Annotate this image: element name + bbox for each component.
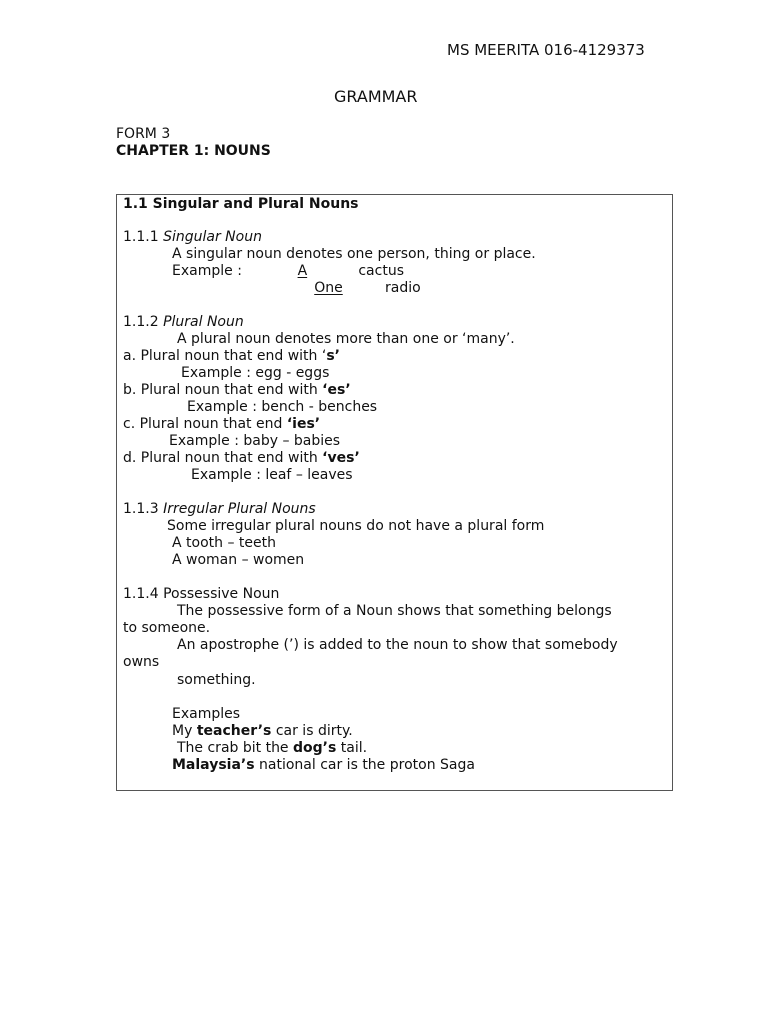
example-text: My bbox=[172, 723, 197, 739]
plural-rule-b bbox=[123, 382, 351, 399]
rule-suffix: ‘ves’ bbox=[322, 450, 360, 466]
possessive-word: teacher’s bbox=[196, 723, 272, 739]
section-heading: 1.1 Singular and Plural Nouns bbox=[123, 196, 359, 212]
irregular-example-2: A woman – women bbox=[172, 552, 305, 568]
examples-label: Examples bbox=[172, 706, 241, 722]
example-word: A bbox=[297, 263, 308, 279]
rule-text: c. Plural noun that end bbox=[123, 416, 287, 432]
example-text: national car is the proton Saga bbox=[254, 757, 475, 773]
plural-rule-d bbox=[123, 450, 360, 467]
irregular-example-1: A tooth – teeth bbox=[172, 535, 276, 551]
plural-rule-c bbox=[123, 416, 320, 433]
page-title: GRAMMAR bbox=[334, 87, 418, 106]
possessive-word: dog’s bbox=[293, 740, 337, 756]
singular-number: 1.1.1 bbox=[123, 229, 164, 245]
plural-heading bbox=[123, 314, 244, 331]
chapter-title: CHAPTER 1: NOUNS bbox=[116, 143, 271, 159]
example-text: car is dirty. bbox=[271, 723, 353, 739]
possessive-word: Malaysia’s bbox=[172, 757, 255, 773]
singular-heading bbox=[123, 229, 262, 246]
singular-example-2 bbox=[272, 280, 421, 297]
irregular-heading bbox=[123, 501, 316, 518]
plural-rule-a bbox=[123, 348, 340, 365]
plural-example-c: Example : baby – babies bbox=[169, 433, 341, 449]
form-label: FORM 3 bbox=[116, 126, 171, 142]
plural-example-d: Example : leaf – leaves bbox=[191, 467, 353, 483]
irregular-definition: Some irregular plural nouns do not have a plural form bbox=[167, 518, 545, 534]
singular-title: Singular Noun bbox=[163, 229, 262, 245]
header-contact: MS MEERITA 016-4129373 bbox=[447, 41, 645, 59]
irregular-title: Irregular Plural Nouns bbox=[163, 501, 316, 517]
possessive-example-3 bbox=[172, 757, 475, 774]
rule-text: d. Plural noun that end with bbox=[123, 450, 323, 466]
example-noun: radio bbox=[385, 280, 421, 296]
example-noun: cactus bbox=[358, 263, 404, 279]
example-text: tail. bbox=[336, 740, 368, 756]
possessive-heading: 1.1.4 Possessive Noun bbox=[123, 586, 280, 602]
rule-text: b. Plural noun that end with bbox=[123, 382, 323, 398]
example-label: Example : bbox=[172, 263, 247, 279]
rule-text: a. Plural noun that end with ‘ bbox=[123, 348, 327, 364]
rule-suffix: s’ bbox=[326, 348, 340, 364]
example-word: One bbox=[314, 280, 343, 296]
possessive-line-4: owns bbox=[123, 654, 160, 670]
singular-example-1 bbox=[172, 263, 404, 280]
example-text: The crab bit the bbox=[177, 740, 293, 756]
irregular-number: 1.1.3 bbox=[123, 501, 164, 517]
rule-suffix: ‘es’ bbox=[322, 382, 351, 398]
plural-example-a: Example : egg - eggs bbox=[181, 365, 330, 381]
possessive-example-1 bbox=[172, 723, 353, 740]
possessive-line-1: The possessive form of a Noun shows that something belongs bbox=[177, 603, 612, 619]
plural-definition: A plural noun denotes more than one or ‘many’. bbox=[177, 331, 515, 347]
possessive-example-2 bbox=[177, 740, 367, 757]
possessive-line-3: An apostrophe (’) is added to the noun to show that somebody bbox=[177, 637, 618, 653]
plural-example-b: Example : bench - benches bbox=[187, 399, 378, 415]
possessive-line-2: to someone. bbox=[123, 620, 211, 636]
plural-number: 1.1.2 bbox=[123, 314, 164, 330]
rule-suffix: ‘ies’ bbox=[286, 416, 321, 432]
possessive-line-5: something. bbox=[177, 672, 256, 688]
singular-definition: A singular noun denotes one person, thing or place. bbox=[172, 246, 536, 262]
plural-title: Plural Noun bbox=[163, 314, 244, 330]
